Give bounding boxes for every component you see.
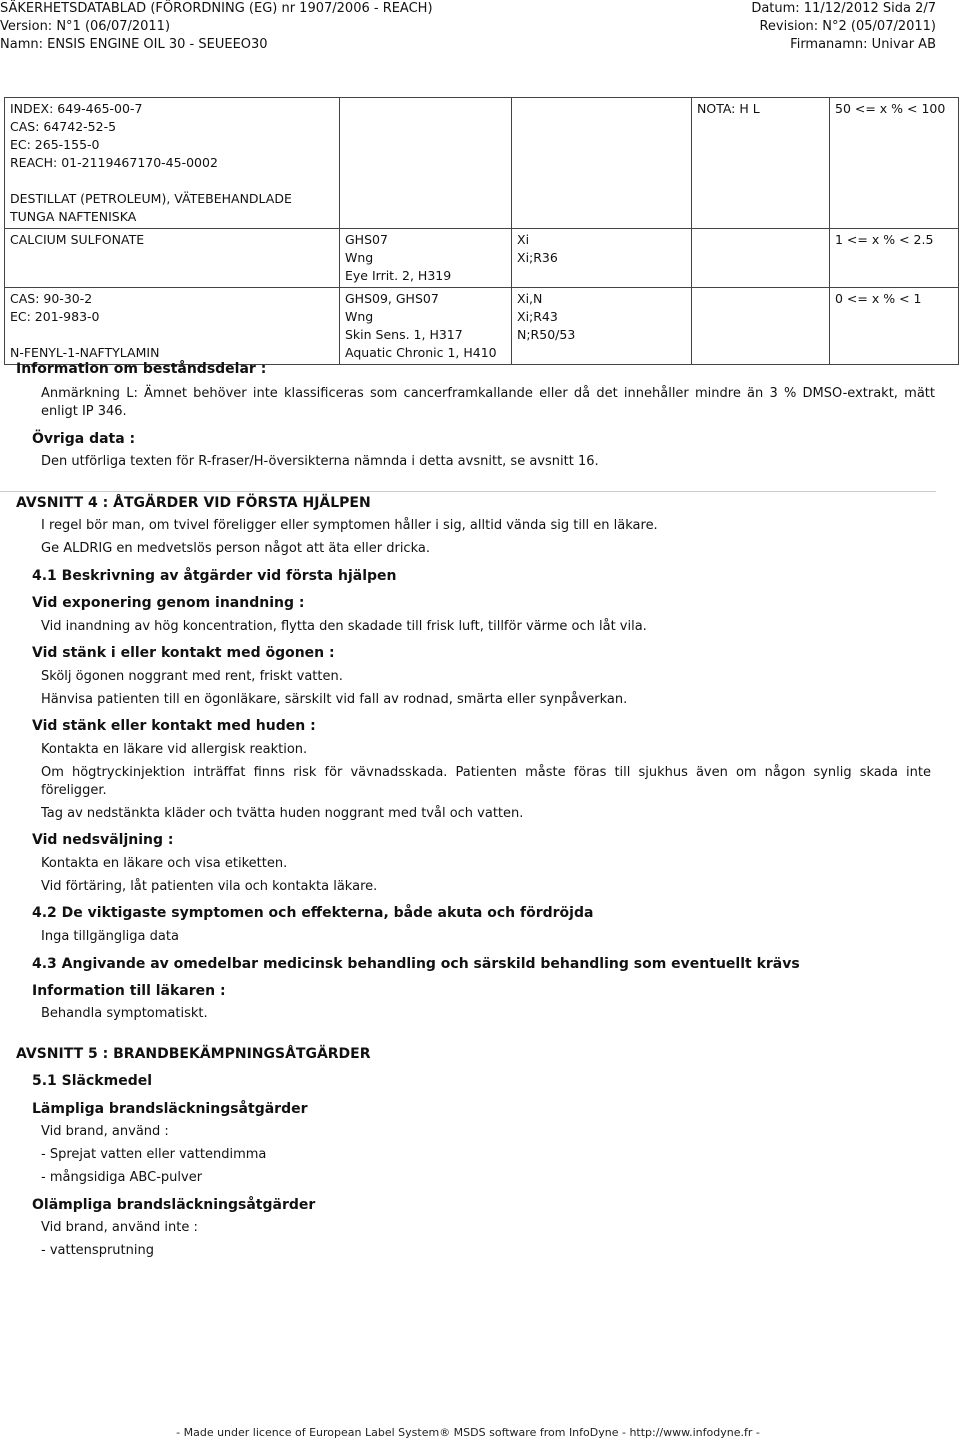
text-line: - Sprejat vatten eller vattendimma [41,1147,267,1162]
section-4-title: AVSNITT 4 : ÅTGÄRDER VID FÖRSTA HJÄLPEN [16,495,371,511]
text-line: - mångsidiga ABC-pulver [41,1170,203,1185]
subsection-heading: Olämpliga brandsläckningsåtgärder [32,1197,316,1213]
text-line: Tag av nedstänkta kläder och tvätta huden noggrant med tvål och vatten. [41,806,524,821]
composition-table [4,97,959,365]
text-line: Kontakta en läkare och visa etiketten. [41,856,288,871]
text-line: - vattensprutning [41,1243,154,1258]
table-row [5,288,959,365]
text-line: Ge ALDRIG en medvetslös person något att äta eller dricka. [41,541,430,556]
info-text: Anmärkning L: Ämnet behöver inte klassificeras som cancerframkallande eller då det innehåller mindre än 3 % DMSO-extrakt, mätt enligt IP 346. [41,386,935,419]
text-line: Vid brand, använd : [41,1124,169,1139]
date-page-label: Datum: 11/12/2012 Sida 2/7 [751,1,936,16]
ghs-cell: GHS09, GHS07 Wng Skin Sens. 1, H317 Aquatic Chronic 1, H410 [340,288,512,365]
subsection-heading: 5.1 Släckmedel [32,1073,153,1089]
substance-ident: INDEX: 649-465-00-7 CAS: 64742-52-5 EC: 265-155-0 REACH: 01-2119467170-45-0002 DESTILLAT (PETROLEUM), VÄTEBEHANDLADE TUNGA NAFTENISKA [5,98,340,229]
other-data-heading: Övriga data : [32,431,136,447]
concentration-cell: 0 <= x % < 1 [830,288,959,365]
header-left [0,0,433,54]
company-name: Firmanamn: Univar AB [790,37,936,52]
subsection-heading: Vid stänk eller kontakt med huden : [32,718,316,734]
subsection-heading: 4.2 De viktigaste symptomen och effekterna, både akuta och fördröjda [32,905,594,921]
section-divider [0,491,936,492]
info-heading: Information om beståndsdelar : [16,361,267,377]
nota-cell: NOTA: H L [692,98,830,229]
footer-text: - Made under licence of European Label System® MSDS software from InfoDyne - http://www.infodyne.fr - [176,1426,760,1439]
dsd-cell [512,98,692,229]
ghs-cell [340,98,512,229]
text-line: Vid brand, använd inte : [41,1220,198,1235]
section-5-title: AVSNITT 5 : BRANDBEKÄMPNINGSÅTGÄRDER [16,1046,371,1062]
text-line: Skölj ögonen noggrant med rent, friskt vatten. [41,669,343,684]
subsection-heading: Vid nedsväljning : [32,832,174,848]
product-name: Namn: ENSIS ENGINE OIL 30 - SEUEEO30 [0,37,268,52]
concentration-cell: 50 <= x % < 100 [830,98,959,229]
subsection-heading: 4.3 Angivande av omedelbar medicinsk behandling och särskild behandling som eventuellt krävs [32,956,800,972]
subsection-heading: Vid exponering genom inandning : [32,595,305,611]
nota-cell [692,229,830,288]
ghs-cell: GHS07 Wng Eye Irrit. 2, H319 [340,229,512,288]
text-line: Inga tillgängliga data [41,929,179,944]
header-right [751,0,936,54]
text-line: Om högtryckinjektion inträffat finns risk för vävnadsskada. Patienten måste föras till sjukhus även om någon synlig skada inte föreligger. [41,765,931,798]
table-row [5,229,959,288]
text-line: Hänvisa patienten till en ögonläkare, särskilt vid fall av rodnad, smärta eller synpåverkan. [41,692,628,707]
revision-label: Revision: N°2 (05/07/2011) [759,19,936,34]
substance-ident: CALCIUM SULFONATE [5,229,340,288]
text-line: Behandla symptomatiskt. [41,1006,208,1021]
subsection-heading: 4.1 Beskrivning av åtgärder vid första hjälpen [32,568,397,584]
text-line: Kontakta en läkare vid allergisk reaktion. [41,742,308,757]
subsection-heading: Lämpliga brandsläckningsåtgärder [32,1101,308,1117]
text-line: I regel bör man, om tvivel föreligger eller symptomen håller i sig, alltid vända sig till en läkare. [41,518,658,533]
text-line: Vid förtäring, låt patienten vila och kontakta läkare. [41,879,378,894]
text-line: Vid inandning av hög koncentration, flytta den skadade till frisk luft, tillför värme och låt vila. [41,619,647,634]
nota-cell [692,288,830,365]
version-label: Version: N°1 (06/07/2011) [0,19,171,34]
table-row [5,98,959,229]
dsd-cell: Xi Xi;R36 [512,229,692,288]
document-title: SÄKERHETSDATABLAD (FÖRORDNING (EG) nr 1907/2006 - REACH) [0,1,433,16]
dsd-cell: Xi,N Xi;R43 N;R50/53 [512,288,692,365]
concentration-cell: 1 <= x % < 2.5 [830,229,959,288]
subsection-heading: Information till läkaren : [32,983,226,999]
substance-ident: CAS: 90-30-2 EC: 201-983-0 N-FENYL-1-NAFTYLAMIN [5,288,340,365]
other-data-text: Den utförliga texten för R-fraser/H-översikterna nämnda i detta avsnitt, se avsnitt 16. [41,454,599,469]
subsection-heading: Vid stänk i eller kontakt med ögonen : [32,645,335,661]
